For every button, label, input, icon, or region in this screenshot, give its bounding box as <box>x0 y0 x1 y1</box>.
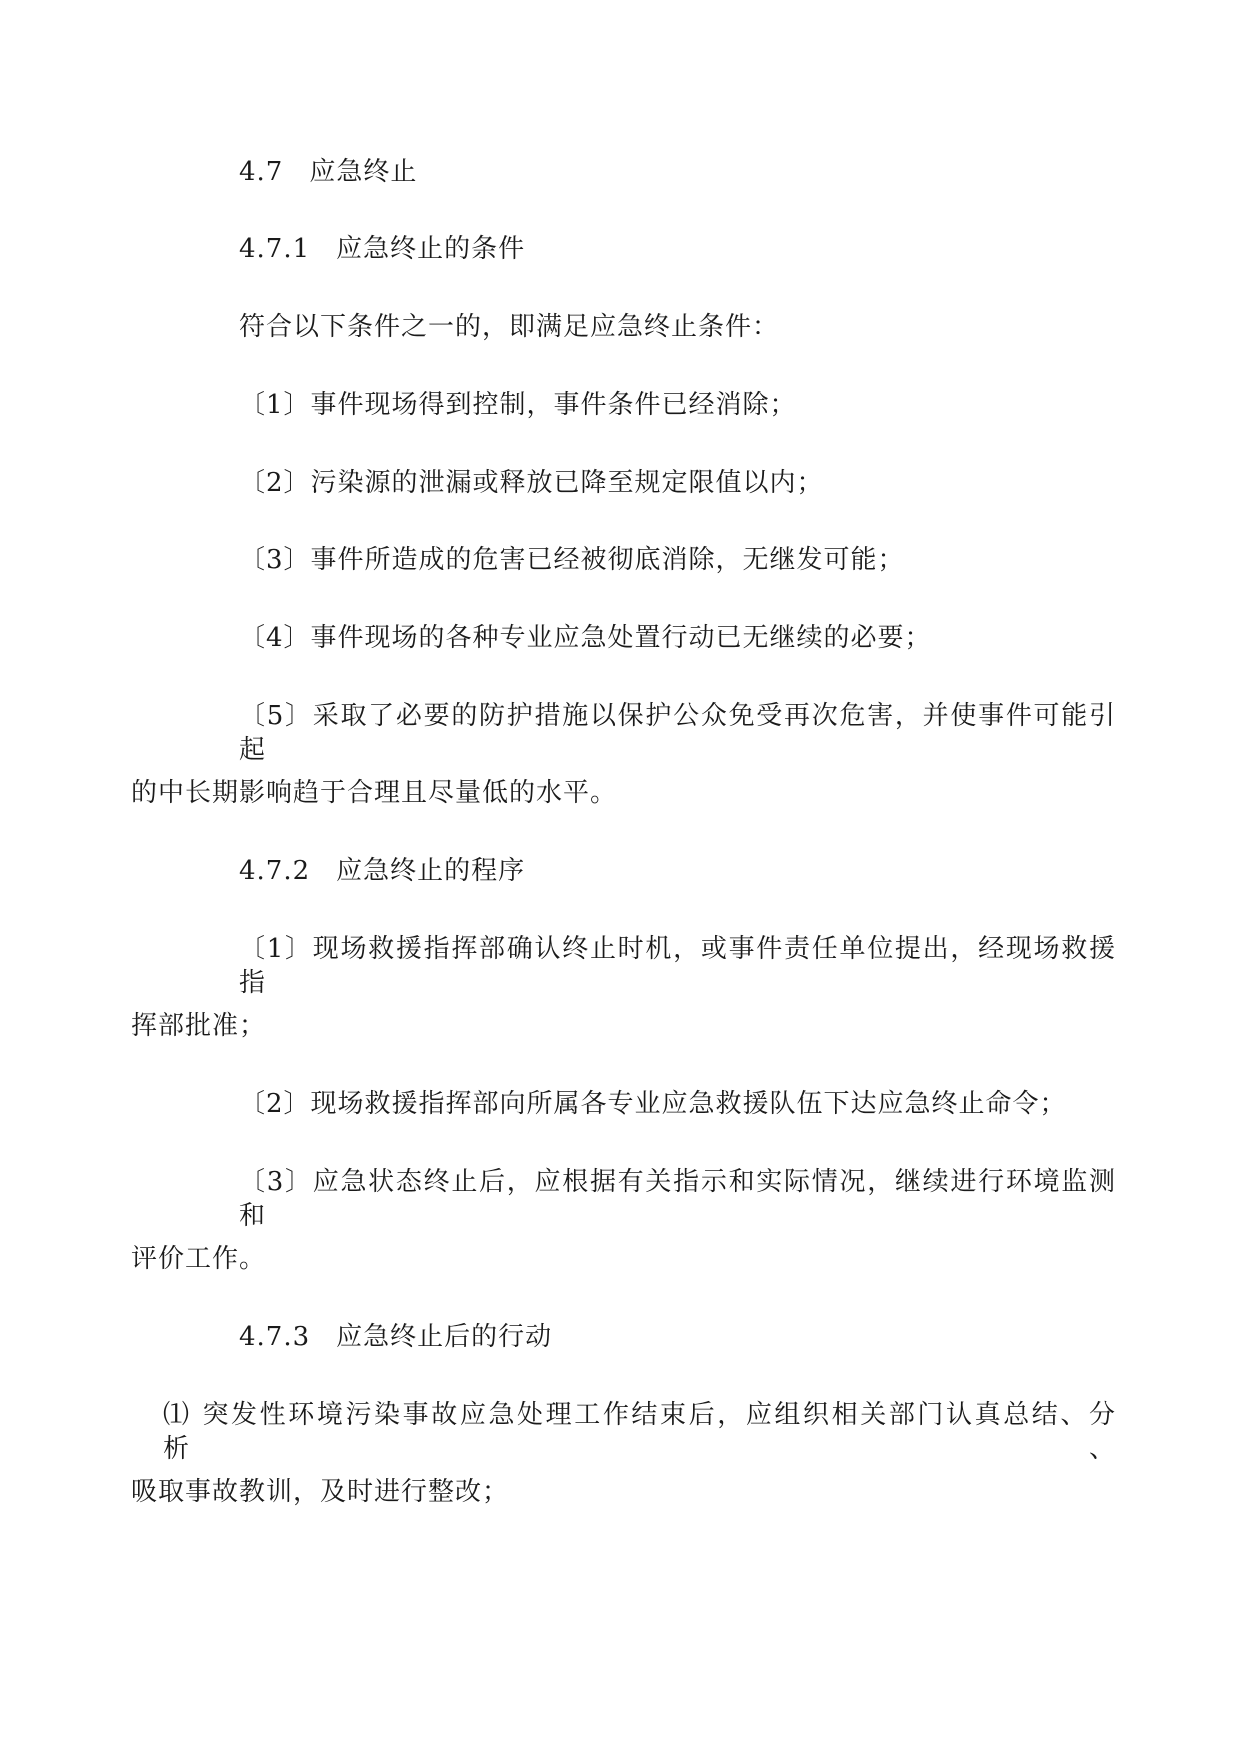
section-number: 4.7 <box>239 157 284 187</box>
action-item-1-line-1: ⑴ 突发性环境污染事故应急处理工作结束后，应组织相关部门认真总结、分析、 <box>163 1400 1116 1464</box>
intro-paragraph: 符合以下条件之一的，即满足应急终止条件： <box>239 312 780 342</box>
condition-item-5-line-2: 的中长期影响趋于合理且尽量低的水平。 <box>131 778 618 808</box>
section-title: 应急终止的程序 <box>336 856 526 886</box>
action-item-1-line-2: 吸取事故教训，及时进行整改； <box>131 1477 510 1507</box>
section-number: 4.7.3 <box>239 1322 311 1352</box>
procedure-item-2: 〔2〕现场救援指挥部向所属各专业应急救援队伍下达应急终止命令； <box>239 1089 1067 1119</box>
procedure-item-1-line-1: 〔1〕现场救援指挥部确认终止时机，或事件责任单位提出，经现场救援指 <box>239 934 1116 998</box>
condition-item-1: 〔1〕事件现场得到控制，事件条件已经消除； <box>239 390 797 420</box>
condition-item-5-line-1: 〔5〕采取了必要的防护措施以保护公众免受再次危害，并使事件可能引起 <box>239 701 1116 765</box>
procedure-item-3-line-2: 评价工作。 <box>131 1244 267 1274</box>
section-title: 应急终止后的行动 <box>336 1322 553 1352</box>
section-heading-4-7-1 <box>239 232 1116 266</box>
section-heading-4-7-2 <box>239 854 1116 888</box>
condition-item-3: 〔3〕事件所造成的危害已经被彻底消除，无继发可能； <box>239 545 905 575</box>
section-heading-4-7-3 <box>239 1320 1116 1354</box>
procedure-item-1-line-2: 挥部批准； <box>131 1011 267 1041</box>
section-title: 应急终止 <box>309 157 418 187</box>
section-title: 应急终止的条件 <box>336 234 526 264</box>
condition-item-2: 〔2〕污染源的泄漏或释放已降至规定限值以内； <box>239 468 824 498</box>
condition-item-4: 〔4〕事件现场的各种专业应急处置行动已无继续的必要； <box>239 623 932 653</box>
section-heading-4-7 <box>239 155 1116 189</box>
section-number: 4.7.2 <box>239 856 311 886</box>
section-number: 4.7.1 <box>239 234 311 264</box>
procedure-item-3-line-1: 〔3〕应急状态终止后，应根据有关指示和实际情况，继续进行环境监测和 <box>239 1167 1116 1231</box>
